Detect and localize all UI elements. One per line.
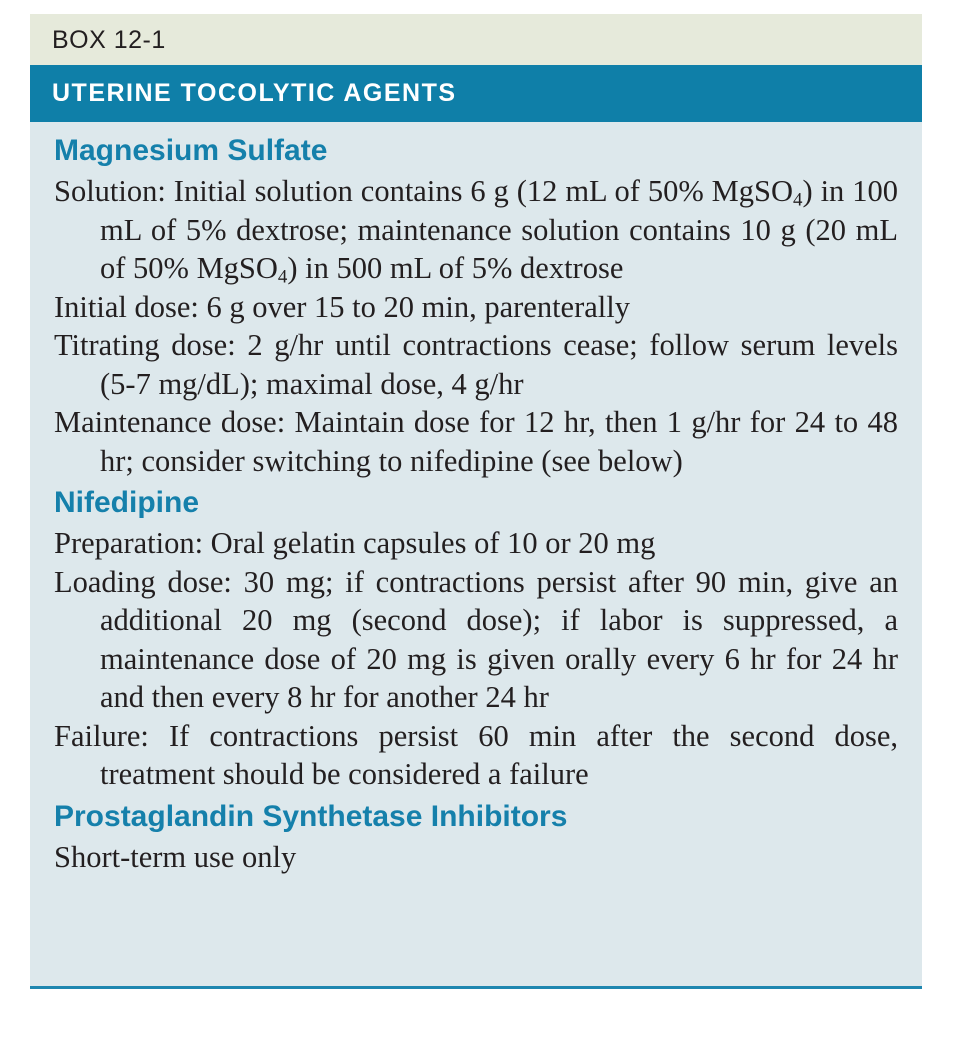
section-heading-prostaglandin-synthetase-inhibitors: Prostaglandin Synthetase Inhibitors	[54, 799, 568, 833]
section-heading-nifedipine: Nifedipine	[54, 486, 200, 519]
box-body	[30, 122, 922, 876]
entry-short-term-use: Short-term use only	[54, 839, 297, 874]
section-heading-magnesium-sulfate: Magnesium Sulfate	[54, 134, 328, 167]
entry-solution: Solution: Initial solution contains 6 g (12 mL of 50% MgSO$_4$) in 100 mL of 5% dextrose; maintenance solution contains 10 g (20 mL of 50% MgSO$_4$) in 500 mL of 5% dextrose	[54, 174, 898, 288]
entry-initial-dose: Initial dose: 6 g over 15 to 20 min, parenterally	[54, 289, 630, 324]
entry-failure: Failure: If contractions persist 60 min after the second dose, treatment should be considered a failure	[54, 718, 898, 791]
entry-maintenance-dose: Maintenance dose: Maintain dose for 12 hr, then 1 g/hr for 24 to 48 hr; consider switching to nifedipine (see below)	[54, 405, 898, 478]
box-title: UTERINE TOCOLYTIC AGENTS	[30, 65, 922, 122]
entry-titrating-dose: Titrating dose: 2 g/hr until contractions cease; follow serum levels (5-7 mg/dL); maximal dose, 4 g/hr	[54, 328, 898, 401]
entry-preparation: Preparation: Oral gelatin capsules of 10 or 20 mg	[54, 526, 656, 560]
tocolytic-agents-box	[30, 14, 922, 989]
box-label: BOX 12-1	[30, 14, 922, 65]
entry-loading-dose: Loading dose: 30 mg; if contractions persist after 90 min, give an additional 20 mg (second dose); if labor is suppressed, a maintenance dose of 20 mg is given orally every 6 hr for 24 hr and then every 8 hr for another 24 hr	[54, 564, 898, 714]
